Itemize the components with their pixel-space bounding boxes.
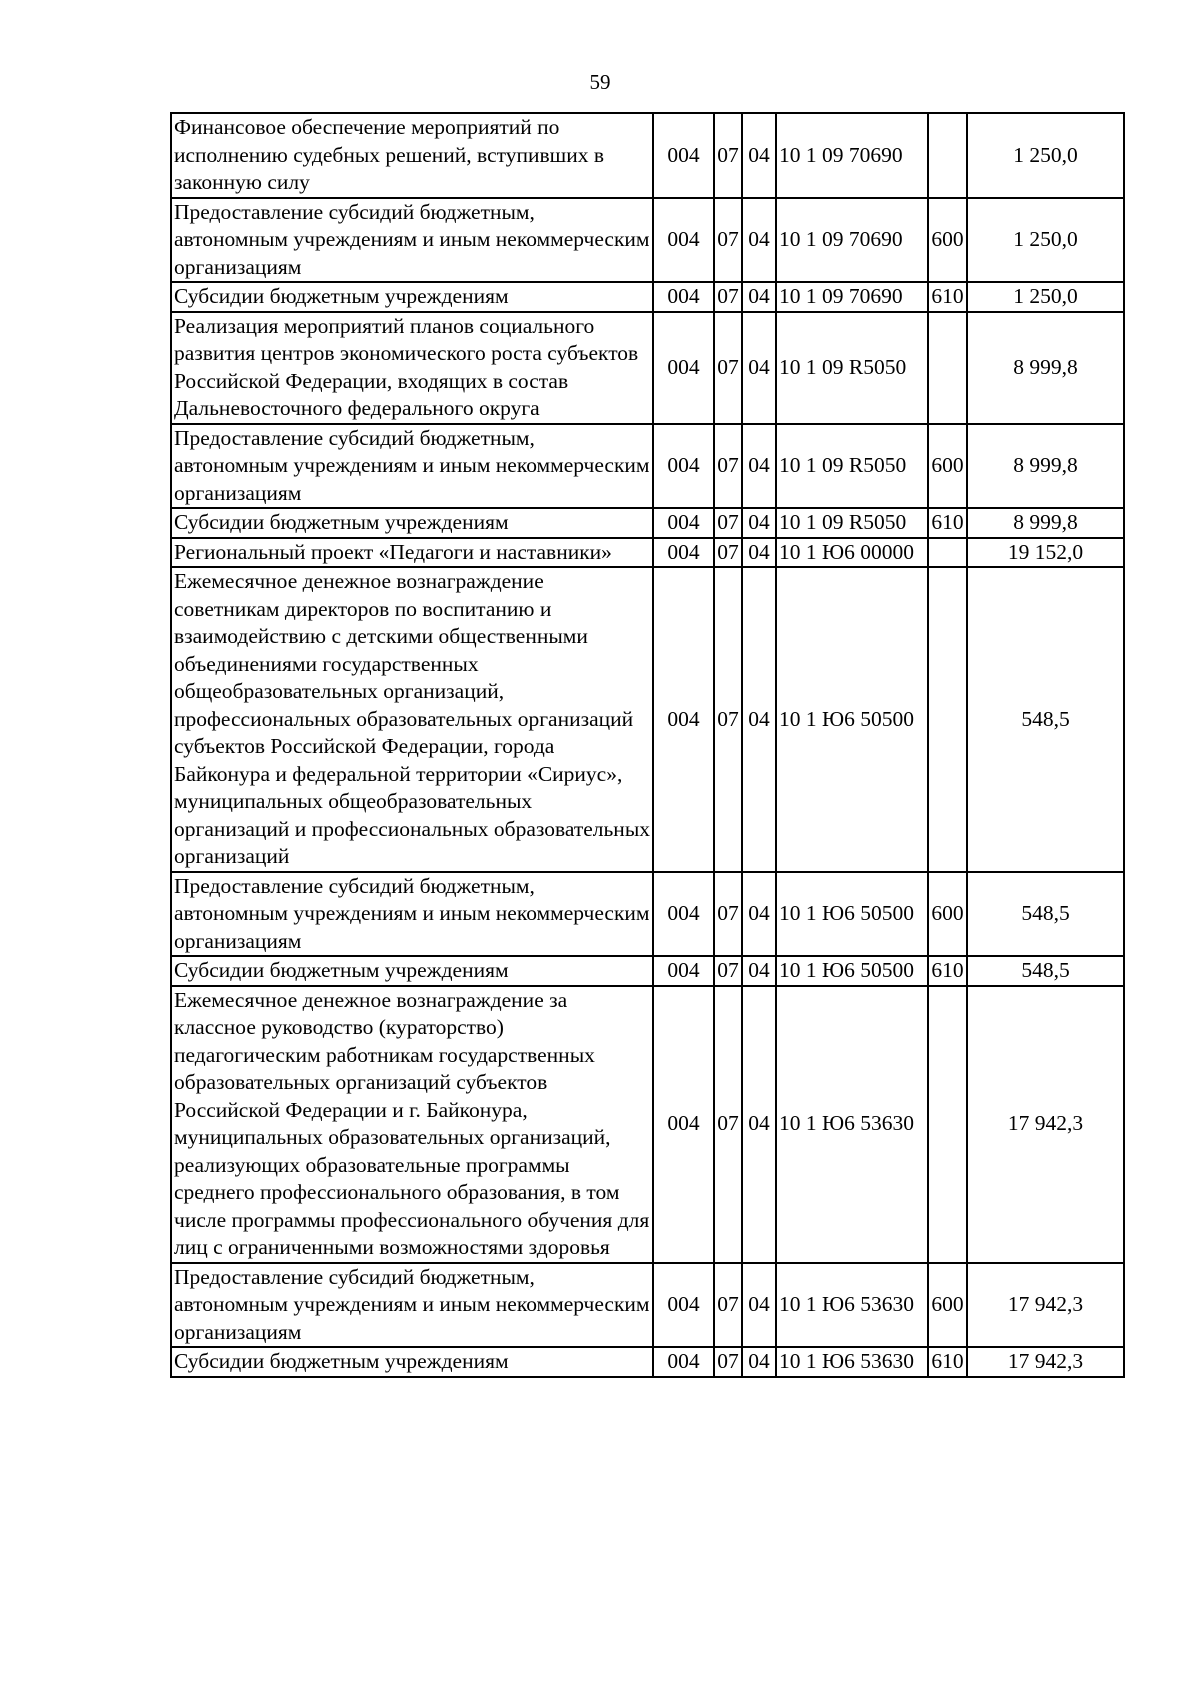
table-row <box>171 538 1124 568</box>
row-section-cell: 07 <box>714 956 742 986</box>
row-section-cell: 07 <box>714 1263 742 1348</box>
row-expense-type-cell <box>928 538 967 568</box>
row-subsection-cell: 04 <box>742 1263 776 1348</box>
table-row <box>171 1263 1124 1348</box>
row-name-cell: Субсидии бюджетным учреждениям <box>171 956 653 986</box>
table-row <box>171 956 1124 986</box>
row-expense-type-cell: 600 <box>928 1263 967 1348</box>
row-expense-type-cell <box>928 312 967 424</box>
row-section-cell: 07 <box>714 508 742 538</box>
table-body <box>171 113 1124 1377</box>
row-target-article-cell: 10 1 Ю6 53630 <box>776 1263 928 1348</box>
row-name-cell: Субсидии бюджетным учреждениям <box>171 282 653 312</box>
table-row <box>171 198 1124 283</box>
budget-table <box>170 112 1125 1378</box>
table-row <box>171 312 1124 424</box>
row-grbs-cell: 004 <box>653 1347 714 1377</box>
row-target-article-cell: 10 1 09 70690 <box>776 113 928 198</box>
row-amount-cell: 17 942,3 <box>967 986 1124 1263</box>
row-subsection-cell: 04 <box>742 986 776 1263</box>
row-expense-type-cell: 610 <box>928 956 967 986</box>
row-grbs-cell: 004 <box>653 312 714 424</box>
row-name-cell: Ежемесячное денежное вознаграждение за классное руководство (кураторство) педагогическим работникам государственных образовательных организаций субъектов Российской Федерации и г. Байконура, муниципальных образовательных организаций, реализующих образовательные программы среднего профессионального образования, в том числе программы профессионального обучения для лиц с ограниченными возможностями здоровья <box>171 986 653 1263</box>
row-expense-type-cell: 610 <box>928 508 967 538</box>
row-expense-type-cell: 600 <box>928 872 967 957</box>
row-subsection-cell: 04 <box>742 508 776 538</box>
row-section-cell: 07 <box>714 198 742 283</box>
row-grbs-cell: 004 <box>653 872 714 957</box>
row-grbs-cell: 004 <box>653 986 714 1263</box>
row-amount-cell: 8 999,8 <box>967 508 1124 538</box>
row-name-cell: Предоставление субсидий бюджетным, автономным учреждениям и иным некоммерческим организациям <box>171 198 653 283</box>
row-name-cell: Ежемесячное денежное вознаграждение советникам директоров по воспитанию и взаимодействию с детскими общественными объединениями государственных общеобразовательных организаций, профессиональных образовательных организаций субъектов Российской Федерации, города Байконура и федеральной территории «Сириус», муниципальных общеобразовательных организаций и профессиональных образовательных организаций <box>171 567 653 872</box>
row-subsection-cell: 04 <box>742 538 776 568</box>
row-expense-type-cell: 610 <box>928 1347 967 1377</box>
row-section-cell: 07 <box>714 1347 742 1377</box>
row-expense-type-cell <box>928 986 967 1263</box>
row-amount-cell: 8 999,8 <box>967 424 1124 509</box>
row-grbs-cell: 004 <box>653 538 714 568</box>
row-name-cell: Финансовое обеспечение мероприятий по исполнению судебных решений, вступивших в законную силу <box>171 113 653 198</box>
row-grbs-cell: 004 <box>653 424 714 509</box>
row-section-cell: 07 <box>714 872 742 957</box>
row-amount-cell: 548,5 <box>967 872 1124 957</box>
row-amount-cell: 548,5 <box>967 567 1124 872</box>
row-amount-cell: 17 942,3 <box>967 1347 1124 1377</box>
row-target-article-cell: 10 1 Ю6 53630 <box>776 986 928 1263</box>
row-subsection-cell: 04 <box>742 312 776 424</box>
row-section-cell: 07 <box>714 567 742 872</box>
row-target-article-cell: 10 1 Ю6 50500 <box>776 567 928 872</box>
row-expense-type-cell <box>928 567 967 872</box>
row-grbs-cell: 004 <box>653 1263 714 1348</box>
row-expense-type-cell: 610 <box>928 282 967 312</box>
row-expense-type-cell <box>928 113 967 198</box>
row-amount-cell: 17 942,3 <box>967 1263 1124 1348</box>
row-amount-cell: 548,5 <box>967 956 1124 986</box>
row-target-article-cell: 10 1 09 70690 <box>776 282 928 312</box>
table-row <box>171 282 1124 312</box>
row-grbs-cell: 004 <box>653 956 714 986</box>
row-name-cell: Региональный проект «Педагоги и наставники» <box>171 538 653 568</box>
table-row <box>171 508 1124 538</box>
row-name-cell: Субсидии бюджетным учреждениям <box>171 1347 653 1377</box>
row-section-cell: 07 <box>714 312 742 424</box>
table-row <box>171 424 1124 509</box>
row-grbs-cell: 004 <box>653 282 714 312</box>
row-expense-type-cell: 600 <box>928 424 967 509</box>
row-subsection-cell: 04 <box>742 424 776 509</box>
row-target-article-cell: 10 1 09 70690 <box>776 198 928 283</box>
row-amount-cell: 1 250,0 <box>967 113 1124 198</box>
table-row <box>171 872 1124 957</box>
row-subsection-cell: 04 <box>742 282 776 312</box>
row-amount-cell: 1 250,0 <box>967 282 1124 312</box>
row-amount-cell: 8 999,8 <box>967 312 1124 424</box>
row-section-cell: 07 <box>714 282 742 312</box>
row-grbs-cell: 004 <box>653 508 714 538</box>
row-target-article-cell: 10 1 Ю6 53630 <box>776 1347 928 1377</box>
table-row <box>171 1347 1124 1377</box>
row-section-cell: 07 <box>714 424 742 509</box>
row-subsection-cell: 04 <box>742 872 776 957</box>
page-number: 59 <box>589 70 611 94</box>
row-name-cell: Предоставление субсидий бюджетным, автономным учреждениям и иным некоммерческим организациям <box>171 424 653 509</box>
row-target-article-cell: 10 1 09 R5050 <box>776 312 928 424</box>
row-grbs-cell: 004 <box>653 113 714 198</box>
table-row <box>171 986 1124 1263</box>
row-section-cell: 07 <box>714 538 742 568</box>
row-grbs-cell: 004 <box>653 198 714 283</box>
row-subsection-cell: 04 <box>742 956 776 986</box>
row-target-article-cell: 10 1 Ю6 00000 <box>776 538 928 568</box>
row-amount-cell: 1 250,0 <box>967 198 1124 283</box>
row-name-cell: Предоставление субсидий бюджетным, автономным учреждениям и иным некоммерческим организациям <box>171 1263 653 1348</box>
table-row <box>171 567 1124 872</box>
row-name-cell: Реализация мероприятий планов социального развития центров экономического роста субъектов Российской Федерации, входящих в состав Дальневосточного федерального округа <box>171 312 653 424</box>
row-subsection-cell: 04 <box>742 198 776 283</box>
row-name-cell: Субсидии бюджетным учреждениям <box>171 508 653 538</box>
row-expense-type-cell: 600 <box>928 198 967 283</box>
row-target-article-cell: 10 1 09 R5050 <box>776 508 928 538</box>
row-subsection-cell: 04 <box>742 1347 776 1377</box>
row-amount-cell: 19 152,0 <box>967 538 1124 568</box>
row-grbs-cell: 004 <box>653 567 714 872</box>
row-target-article-cell: 10 1 Ю6 50500 <box>776 872 928 957</box>
row-subsection-cell: 04 <box>742 113 776 198</box>
row-section-cell: 07 <box>714 986 742 1263</box>
table-row <box>171 113 1124 198</box>
row-section-cell: 07 <box>714 113 742 198</box>
row-subsection-cell: 04 <box>742 567 776 872</box>
row-target-article-cell: 10 1 Ю6 50500 <box>776 956 928 986</box>
row-target-article-cell: 10 1 09 R5050 <box>776 424 928 509</box>
row-name-cell: Предоставление субсидий бюджетным, автономным учреждениям и иным некоммерческим организациям <box>171 872 653 957</box>
